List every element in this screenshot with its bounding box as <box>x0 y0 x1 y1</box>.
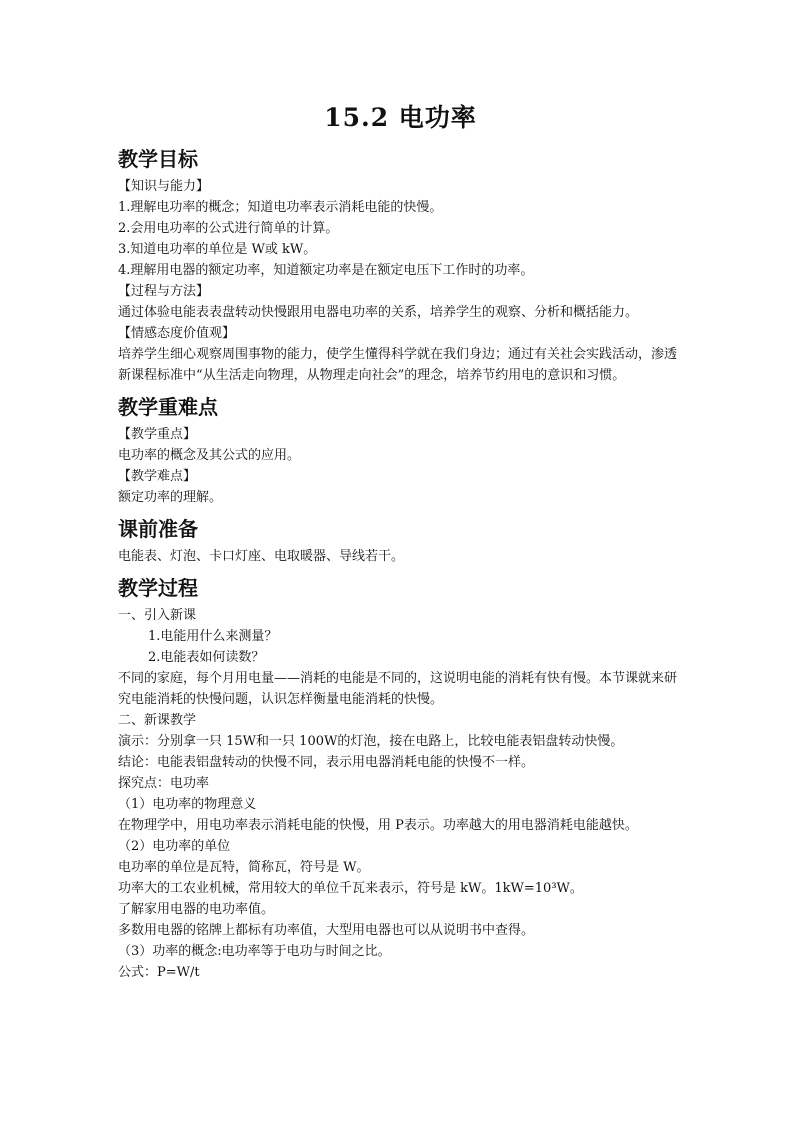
part1-text: 不同的家庭，每个月用电量——消耗的电能是不同的，这说明电能的消耗有快有慢。本节课就来研究电能消耗的快慢问题，认识怎样衡量电能消耗的快慢。 <box>118 671 678 707</box>
process-method-label: 【过程与方法】 <box>118 284 210 299</box>
emotion-text: 培养学生细心观察周围事物的能力，使学生懂得科学就在我们身边；通过有关社会实践活动，渗透新课程标准中“从生活走向物理，从物理走向社会”的理念，培养节约用电的意识和习惯。 <box>118 347 678 383</box>
process-heading: 教学过程 <box>118 576 198 600</box>
formula: 公式：P=W/t <box>118 965 200 980</box>
preparation-text: 电能表、灯泡、卡口灯座、电取暖器、导线若干。 <box>118 549 405 564</box>
sub2-text-1: 电功率的单位是瓦特，简称瓦，符号是 W。 <box>118 860 370 875</box>
conclusion-text: 结论：电能表铝盘转动的快慢不同，表示用电器消耗电能的快慢不一样。 <box>118 755 535 770</box>
objectives-heading: 教学目标 <box>118 147 198 171</box>
page-title: 15.2 电功率 <box>324 103 477 132</box>
sub2-text-2: 功率大的工农业机械，常用较大的单位千瓦来表示，符号是 kW。1kW=10³W。 <box>118 881 583 896</box>
sub3-title: （3）功率的概念:电功率等于电功与时间之比。 <box>118 944 391 959</box>
difficulty-text: 额定功率的理解。 <box>118 490 223 505</box>
part1-question-1: 1.电能用什么来测量？ <box>148 629 278 644</box>
knowledge-item-1: 1.理解电功率的概念；知道电功率表示消耗电能的快慢。 <box>118 200 443 215</box>
knowledge-item-2: 2.会用电功率的公式进行简单的计算。 <box>118 221 339 236</box>
knowledge-label: 【知识与能力】 <box>118 179 210 194</box>
demo-text: 演示：分别拿一只 15W和一只 100W的灯泡，接在电路上，比较电能表铝盘转动快慢。 <box>118 734 624 749</box>
sub1-text: 在物理学中，用电功率表示消耗电能的快慢，用 P表示。功率越大的用电器消耗电能越快。 <box>118 818 638 833</box>
part2-title: 二、新课教学 <box>118 713 197 728</box>
sub2-text-4: 多数用电器的铭牌上都标有功率值，大型用电器也可以从说明书中查得。 <box>118 923 535 938</box>
preparation-heading: 课前准备 <box>118 517 198 541</box>
document-page <box>118 98 683 983</box>
knowledge-item-4: 4.理解用电器的额定功率，知道额定功率是在额定电压下工作时的功率。 <box>118 263 534 278</box>
emotion-label: 【情感态度价值观】 <box>118 326 236 341</box>
difficulty-label: 【教学难点】 <box>118 469 197 484</box>
sub1-title: （1）电功率的物理意义 <box>118 797 257 812</box>
key-points-heading: 教学重难点 <box>118 395 218 419</box>
focus-label: 【教学重点】 <box>118 427 197 442</box>
part1-title: 一、引入新课 <box>118 608 197 623</box>
process-method-text: 通过体验电能表表盘转动快慢跟用电器电功率的关系，培养学生的观察、分析和概括能力。 <box>118 305 639 320</box>
part1-question-2: 2.电能表如何读数？ <box>148 650 265 665</box>
knowledge-item-3: 3.知道电功率的单位是 W或 kW。 <box>118 242 317 257</box>
explore-point: 探究点：电功率 <box>118 776 210 791</box>
sub2-title: （2）电功率的单位 <box>118 839 231 854</box>
focus-text: 电功率的概念及其公式的应用。 <box>118 448 301 463</box>
sub2-text-3: 了解家用电器的电功率值。 <box>118 902 275 917</box>
